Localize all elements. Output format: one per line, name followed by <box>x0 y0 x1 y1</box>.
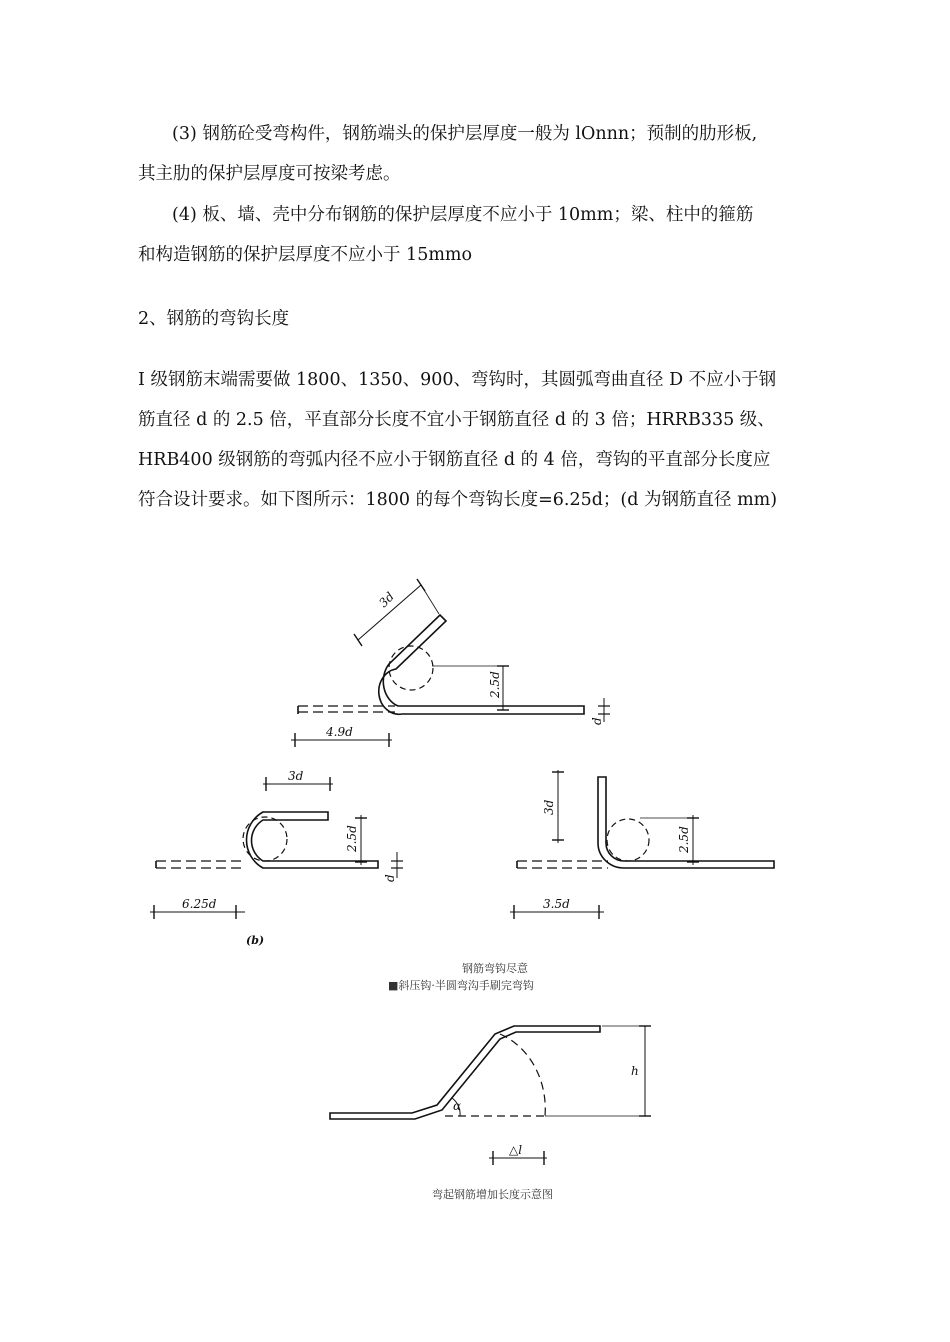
hook-135-label-4-9d: 4.9d <box>326 725 353 739</box>
bent-bar-label-delta-l: △l <box>509 1143 523 1157</box>
hook-180-label-3d: 3d <box>288 769 304 783</box>
hook-135-label-3d: 3d <box>376 589 397 611</box>
paragraph-4-line-1: (4) 板、墙、壳中分布钢筋的保护层厚度不应小于 10mm；梁、柱中的箍筋 <box>172 205 754 225</box>
paragraph-3-line-2: 其主肋的保护层厚度可按梁考虑。 <box>138 164 401 184</box>
paragraph-4-line-2: 和构造钢筋的保护层厚度不应小于 15mmo <box>138 245 473 265</box>
hook-90-label-3-5d: 3.5d <box>543 897 570 911</box>
hook-135-label-d: d <box>590 717 604 725</box>
hook-180-label-d: d <box>383 874 397 882</box>
paragraph-3-line-1: (3) 钢筋砼受弯构件，钢筋端头的保护层厚度一般为 lOnnn；预制的肋形板, <box>172 124 758 144</box>
hook-90-label-3d: 3d <box>542 799 556 815</box>
section-heading-text: 2、钢筋的弯钩长度 <box>138 309 290 329</box>
figure-1-caption-2: ■斜压钩·半圆弯沟手刷完弯钩 <box>388 979 534 992</box>
bent-bar-label-alpha: α <box>453 1099 462 1113</box>
figure-1-caption: 钢筋弯钩尽意 <box>462 962 528 975</box>
paragraph-5-line-4: 符合设计要求。如下图所示：1800 的每个弯钩长度=6.25d；(d 为钢筋直径 mm) <box>138 490 778 510</box>
paragraph-5-line-1: I 级钢筋末端需要做 1800、1350、900、弯钩时，其圆弧弯曲直径 D 不应小于钢 <box>138 370 777 390</box>
hook-180-label-6-25d: 6.25d <box>182 897 217 911</box>
hook-90-label-2-5d: 2.5d <box>677 826 691 853</box>
figure-2-caption: 弯起钢筋增加长度示意图 <box>432 1188 553 1201</box>
paragraph-5-line-3: HRB400 级钢筋的弯弧内径不应小于钢筋直径 d 的 4 倍，弯钩的平直部分长度应 <box>138 450 771 470</box>
bent-bar-label-h: h <box>631 1064 639 1078</box>
paragraph-5-line-2: 筋直径 d 的 2.5 倍，平直部分长度不宜小于钢筋直径 d 的 3 倍；HRRB335 级、 <box>138 410 775 430</box>
hook-180-label-2-5d: 2.5d <box>345 825 359 852</box>
hook-135-drawing <box>291 579 610 747</box>
hook-180-sublabel-b: (b) <box>246 934 265 947</box>
hook-135-label-2-5d: 2.5d <box>488 671 502 698</box>
bent-bar-drawing <box>330 1026 651 1165</box>
